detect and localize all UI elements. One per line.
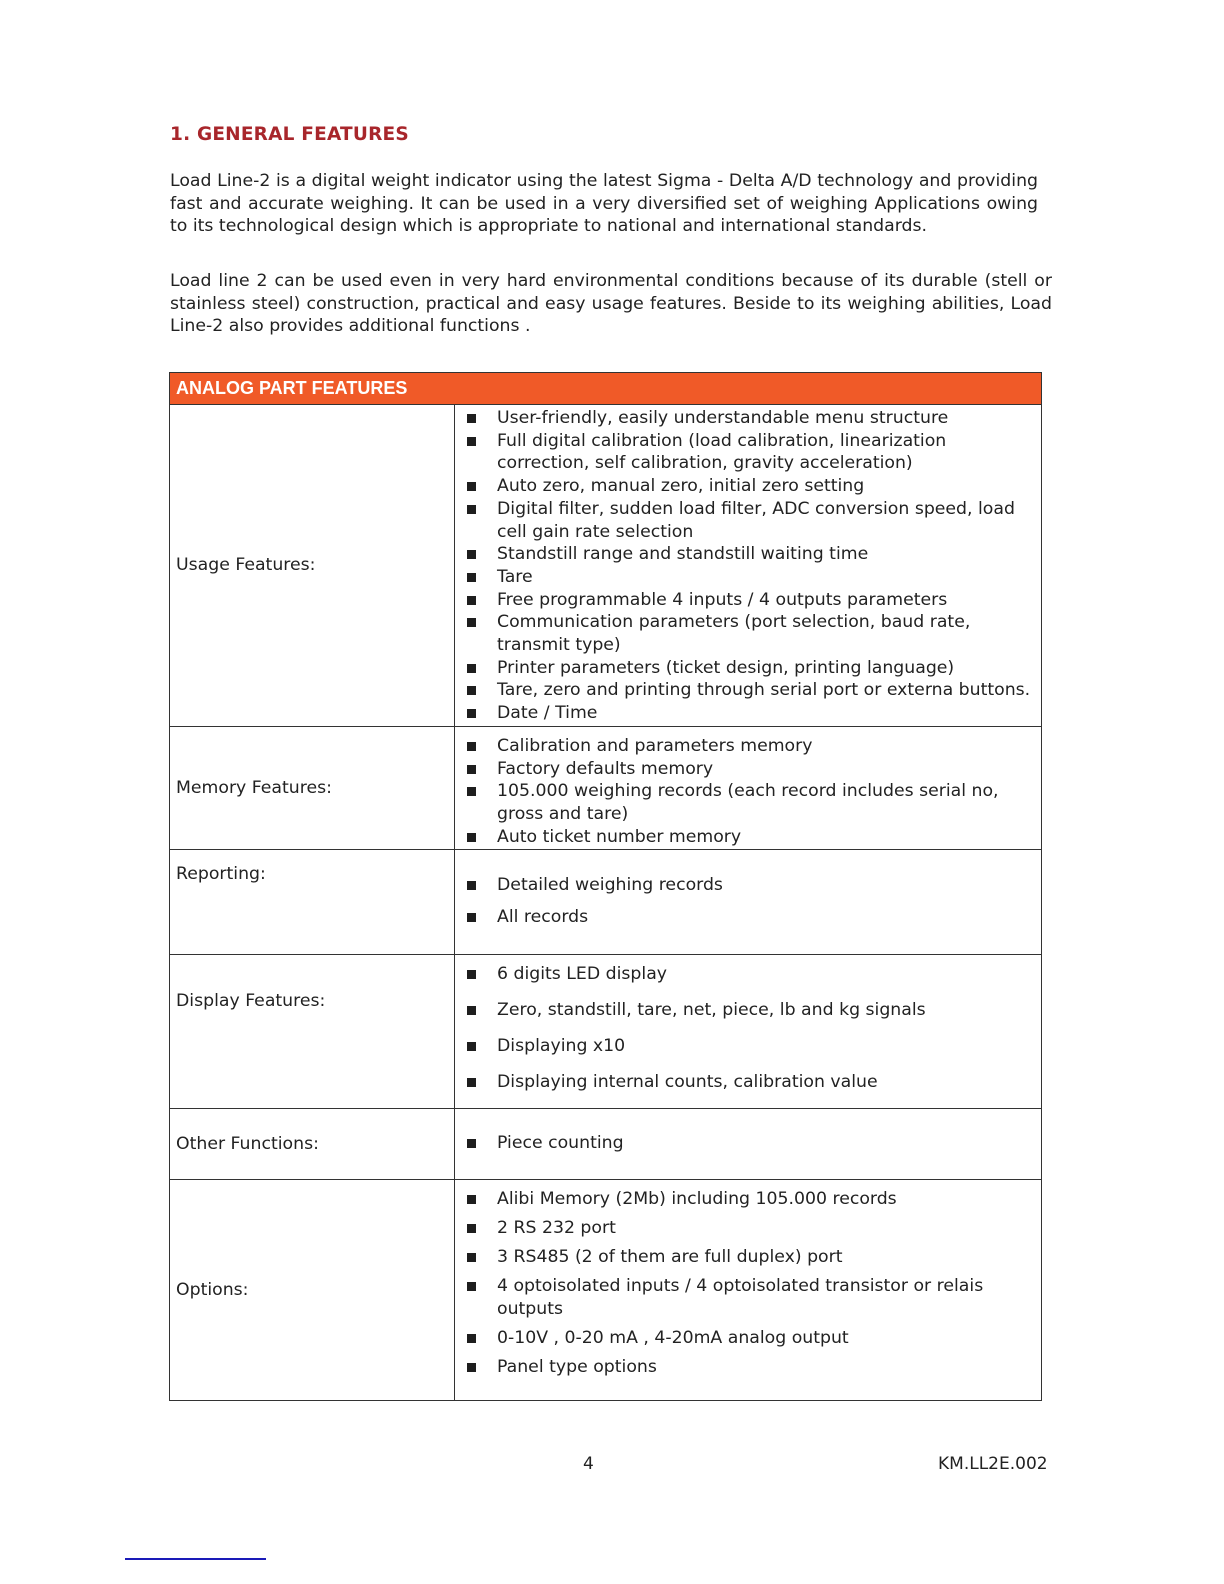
feature-item <box>455 407 1041 430</box>
feature-text: Piece counting <box>497 1133 624 1154</box>
table-row <box>170 1179 1042 1400</box>
feature-list <box>455 955 1041 1094</box>
intro-paragraph: Load Line-2 is a digital weight indicator using the latest Sigma - Delta A/D technology and providing fast and accurate weighing. It can be used in a very diversified set of weighing Applications owing to its technological design which is appropriate to national and international standards. <box>170 171 1038 237</box>
feature-text: Auto ticket number memory <box>497 826 742 847</box>
square-bullet-icon <box>467 765 476 774</box>
square-bullet-icon <box>467 1006 476 1015</box>
feature-text: Full digital calibration (load calibration, linearization correction, self calibration, gravity acceleration) <box>497 430 947 474</box>
feature-text: User-friendly, easily understandable menu structure <box>497 408 949 428</box>
feature-list <box>455 850 1041 953</box>
square-bullet-icon <box>467 913 476 922</box>
row-label: Usage Features: <box>170 405 455 727</box>
table-row <box>170 1108 1042 1179</box>
feature-text: Detailed weighing records <box>497 875 723 896</box>
table-row <box>170 850 1042 954</box>
feature-text: Standstill range and standstill waiting time <box>497 544 869 565</box>
feature-item <box>455 611 1041 656</box>
square-bullet-icon <box>467 742 476 751</box>
row-label: Display Features: <box>170 954 455 1108</box>
square-bullet-icon <box>467 1195 476 1204</box>
feature-text: All records <box>497 907 589 928</box>
environment-paragraph: Load line 2 can be used even in very hard environmental conditions because of its durable (stell or stainless steel) construction, practical and easy usage features. Beside to its weighing abilities, Load Line-2 also provides additional functions . <box>170 271 1052 337</box>
table-row <box>170 726 1042 850</box>
square-bullet-icon <box>467 550 476 559</box>
square-bullet-icon <box>467 1042 476 1051</box>
feature-item <box>455 679 1041 702</box>
feature-item <box>455 1188 1041 1211</box>
feature-text: 3 RS485 (2 of them are full duplex) port <box>497 1246 843 1267</box>
row-label: Memory Features: <box>170 726 455 850</box>
square-bullet-icon <box>467 1078 476 1087</box>
square-bullet-icon <box>467 787 476 796</box>
feature-list <box>455 1132 1041 1155</box>
feature-item <box>455 589 1041 612</box>
row-items-cell <box>455 1108 1042 1179</box>
feature-list <box>455 1180 1041 1400</box>
feature-item <box>455 1356 1041 1379</box>
square-bullet-icon <box>467 618 476 627</box>
square-bullet-icon <box>467 881 476 890</box>
table-row <box>170 954 1042 1108</box>
feature-item <box>455 963 1041 986</box>
feature-item <box>455 1217 1041 1240</box>
square-bullet-icon <box>467 970 476 979</box>
analog-features-table <box>169 372 1042 1401</box>
feature-text: Displaying x10 <box>497 1036 626 1057</box>
feature-text: 105.000 weighing records (each record includes serial no, gross and tare) <box>497 781 999 824</box>
footnote-divider <box>125 1558 266 1560</box>
square-bullet-icon <box>467 1334 476 1343</box>
square-bullet-icon <box>467 414 476 423</box>
feature-item <box>455 735 1041 758</box>
feature-list <box>455 405 1041 726</box>
square-bullet-icon <box>467 1224 476 1233</box>
feature-text: 4 optoisolated inputs / 4 optoisolated transistor or relais outputs <box>497 1276 984 1319</box>
feature-item <box>455 566 1041 589</box>
feature-text: Free programmable 4 inputs / 4 outputs parameters <box>497 589 948 610</box>
feature-item <box>455 999 1041 1022</box>
square-bullet-icon <box>467 709 476 718</box>
feature-text: 6 digits LED display <box>497 963 668 984</box>
feature-item <box>455 430 1041 475</box>
feature-text: 2 RS 232 port <box>497 1217 616 1238</box>
feature-item <box>455 758 1041 781</box>
square-bullet-icon <box>467 596 476 605</box>
row-items-cell <box>455 726 1042 850</box>
square-bullet-icon <box>467 437 476 446</box>
feature-text: Calibration and parameters memory <box>497 735 813 756</box>
feature-text: Printer parameters (ticket design, printing language) <box>497 657 955 678</box>
row-label: Other Functions: <box>170 1108 455 1179</box>
feature-text: Tare <box>497 566 533 587</box>
feature-item <box>455 780 1041 825</box>
feature-item <box>455 1327 1041 1350</box>
feature-item <box>455 1132 1041 1155</box>
feature-text: Factory defaults memory <box>497 758 714 779</box>
feature-item <box>455 906 1041 929</box>
square-bullet-icon <box>467 482 476 491</box>
document-code: KM.LL2E.002 <box>938 1454 1048 1474</box>
feature-text: Digital filter, sudden load filter, ADC conversion speed, load cell gain rate selection <box>497 498 1015 542</box>
feature-item <box>455 1275 1041 1320</box>
row-label: Reporting: <box>170 850 455 954</box>
feature-text: Date / Time <box>497 703 598 724</box>
feature-item <box>455 1071 1041 1094</box>
table-header-row <box>170 373 1042 405</box>
feature-item <box>455 657 1041 680</box>
feature-item <box>455 702 1041 725</box>
feature-text: 0-10V , 0-20 mA , 4-20mA analog output <box>497 1328 849 1349</box>
square-bullet-icon <box>467 505 476 514</box>
feature-text: Communication parameters (port selection, baud rate, transmit type) <box>497 612 971 656</box>
square-bullet-icon <box>467 1139 476 1148</box>
feature-text: Panel type options <box>497 1357 657 1378</box>
table-row <box>170 405 1042 727</box>
row-items-cell <box>455 850 1042 954</box>
feature-item <box>455 498 1041 543</box>
feature-item <box>455 1246 1041 1269</box>
feature-text: Displaying internal counts, calibration value <box>497 1072 878 1093</box>
square-bullet-icon <box>467 833 476 842</box>
row-items-cell <box>455 1179 1042 1400</box>
feature-text: Auto zero, manual zero, initial zero setting <box>497 476 865 497</box>
square-bullet-icon <box>467 686 476 695</box>
row-items-cell <box>455 954 1042 1108</box>
table-title: ANALOG PART FEATURES <box>170 373 1042 405</box>
feature-item <box>455 1035 1041 1058</box>
square-bullet-icon <box>467 573 476 582</box>
feature-list <box>455 727 1041 850</box>
square-bullet-icon <box>467 1363 476 1372</box>
feature-item <box>455 475 1041 498</box>
square-bullet-icon <box>467 1253 476 1262</box>
feature-text: Alibi Memory (2Mb) including 105.000 records <box>497 1188 897 1209</box>
row-label: Options: <box>170 1179 455 1400</box>
square-bullet-icon <box>467 1282 476 1291</box>
square-bullet-icon <box>467 664 476 673</box>
section-heading: 1. GENERAL FEATURES <box>170 124 409 145</box>
row-items-cell <box>455 405 1042 727</box>
feature-item <box>455 543 1041 566</box>
page-number: 4 <box>583 1454 594 1474</box>
feature-text: Tare, zero and printing through serial port or externa buttons. <box>497 680 1031 701</box>
feature-item <box>455 826 1041 849</box>
feature-text: Zero, standstill, tare, net, piece, lb and kg signals <box>497 999 926 1020</box>
feature-item <box>455 874 1041 897</box>
